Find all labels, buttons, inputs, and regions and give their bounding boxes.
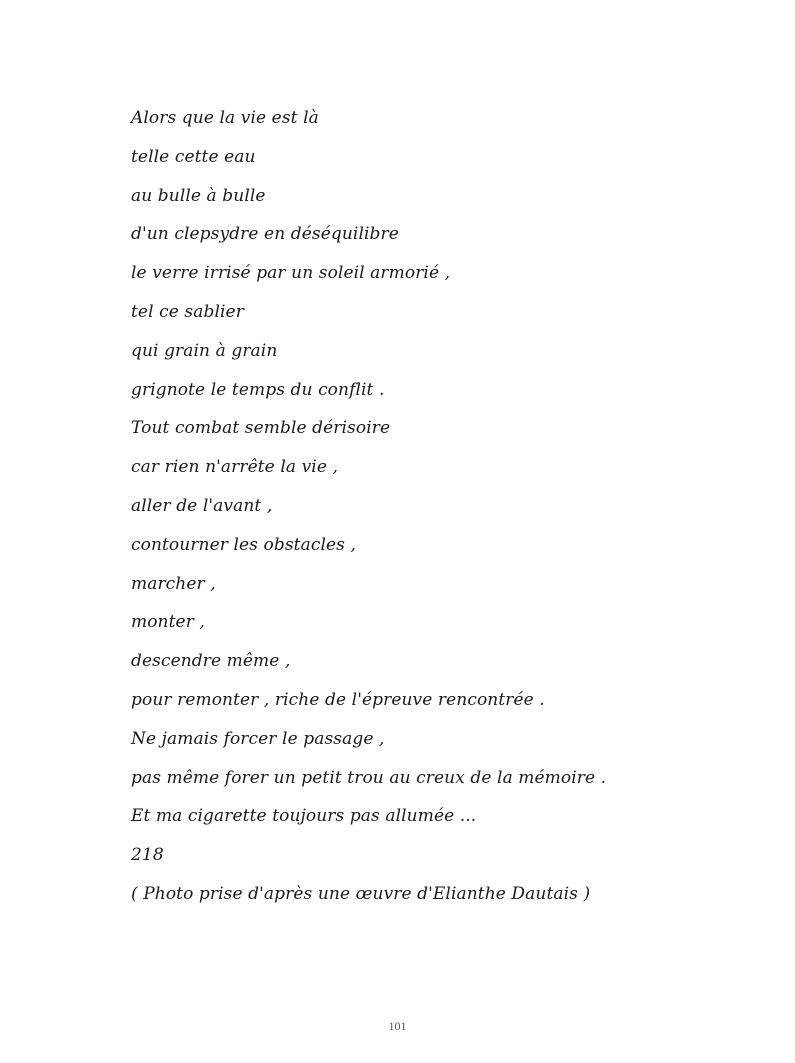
poem-line: car rien n'arrête la vie ,: [131, 457, 339, 478]
poem-line: Tout combat semble dérisoire: [131, 418, 391, 439]
poem-line: Et ma cigarette toujours pas allumée ...: [131, 806, 477, 827]
poem-line: monter ,: [131, 612, 205, 633]
poem-line: d'un clepsydre en déséquilibre: [131, 224, 399, 245]
poem-line: au bulle à bulle: [131, 185, 266, 206]
poem-line: pour remonter , riche de l'épreuve rencontrée .: [131, 689, 545, 710]
page-number: 101: [388, 1019, 407, 1033]
poem-line: aller de l'avant ,: [131, 495, 273, 516]
photo-caption: ( Photo prise d'après une œuvre d'Elianthe Dautais ): [131, 883, 591, 904]
poem-line: descendre même ,: [131, 651, 291, 672]
poem-line: grignote le temps du conflit .: [131, 379, 385, 400]
poem-number: 218: [131, 845, 164, 866]
poem-line: marcher ,: [131, 573, 216, 594]
poem-line: Alors que la vie est là: [131, 108, 319, 128]
poem-text: [131, 99, 606, 914]
poem-line: contourner les obstacles ,: [131, 534, 356, 555]
poem-line: le verre irrisé par un soleil armorié ,: [131, 263, 451, 284]
poem-line: telle cette eau: [131, 146, 256, 167]
poem-line: pas même forer un petit trou au creux de la mémoire .: [131, 767, 607, 788]
poem-line: tel ce sablier: [131, 301, 244, 322]
poem-line: qui grain à grain: [131, 340, 278, 361]
poem-line: Ne jamais forcer le passage ,: [131, 728, 385, 749]
